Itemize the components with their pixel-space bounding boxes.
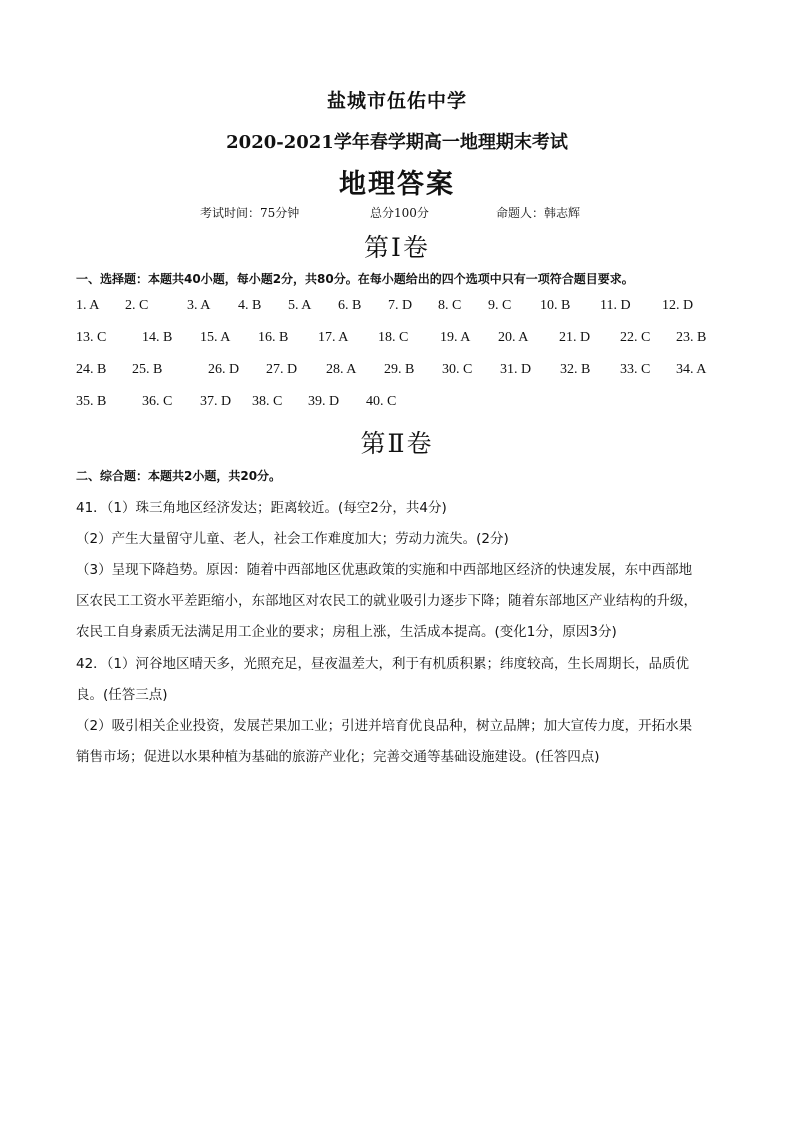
document-title: 地理答案 [339,169,455,200]
exam-author: 命题人：韩志辉 [496,206,581,220]
answer-item: 18. C [378,330,409,345]
answer-item: 10. B [540,298,571,313]
answer-item: 9. C [488,298,512,313]
answer-item: 33. C [620,362,651,377]
answer-item: 22. C [620,330,651,345]
exam-title: 2020-2021学年春学期高一地理期末考试 [226,132,568,153]
answer-41-3-line3: 农民工自身素质无法满足用工企业的要求；房租上涨，生活成本提高。(变化1分，原因3分) [76,624,617,640]
answer-42-1-line2: 良。(任答三点) [76,687,168,703]
answer-item: 29. B [384,362,415,377]
answer-item: 25. B [132,362,163,377]
answer-item: 39. D [308,394,340,409]
answer-item: 36. C [142,394,173,409]
answer-42-1-line1: 42．（1）河谷地区晴天多，光照充足，昼夜温差大，利于有机质积累；纬度较高，生长周期长，品质优 [76,656,690,672]
answer-item: 28. A [326,362,357,377]
volume-1-title: 第Ⅰ卷 [364,233,430,262]
total-score: 总分100分 [370,206,429,220]
answer-42-2-line2: 销售市场；促进以水果种植为基础的旅游产业化；完善交通等基础设施建设。(任答四点) [76,749,600,765]
section-1-instruction: 一、选择题：本题共40小题，每小题2分，共80分。在每小题给出的四个选项中只有一项符合题目要求。 [76,272,634,286]
answer-item: 38. C [252,394,283,409]
answer-item: 27. D [266,362,298,377]
answer-item: 6. B [338,298,362,313]
answer-item: 37. D [200,394,232,409]
answer-41-1: 41．（1）珠三角地区经济发达；距离较近。(每空2分，共4分) [76,500,447,516]
answer-item: 21. D [559,330,591,345]
answer-item: 3. A [187,298,211,313]
answer-item: 32. B [560,362,591,377]
answer-item: 7. D [388,298,413,313]
section-2-instruction: 二、综合题：本题共2小题，共20分。 [76,469,282,483]
answer-41-3-line1: （3）呈现下降趋势。原因：随着中西部地区优惠政策的实施和中西部地区经济的快速发展，东中西部地 [76,562,693,578]
answer-41-3-line2: 区农民工工资水平差距缩小，东部地区对农民工的就业吸引力逐步下降；随着东部地区产业结构的升级， [76,593,697,609]
answer-item: 35. B [76,394,107,409]
answer-item: 30. C [442,362,473,377]
answer-item: 31. D [500,362,532,377]
answer-41-2: （2）产生大量留守儿童、老人，社会工作难度加大；劳动力流失。(2分) [76,531,509,547]
answer-item: 12. D [662,298,694,313]
answer-item: 15. A [200,330,231,345]
answer-item: 26. D [208,362,240,377]
answer-item: 40. C [366,394,397,409]
answer-item: 23. B [676,330,707,345]
answer-item: 11. D [600,298,631,313]
answer-item: 8. C [438,298,462,313]
answer-item: 17. A [318,330,349,345]
answer-item: 4. B [238,298,262,313]
answer-item: 20. A [498,330,529,345]
answer-item: 2. C [125,298,149,313]
answer-item: 13. C [76,330,107,345]
answer-item: 24. B [76,362,107,377]
school-name: 盐城市伍佑中学 [326,90,467,112]
answer-item: 16. B [258,330,289,345]
answer-item: 34. A [676,362,707,377]
answer-42-2-line1: （2）吸引相关企业投资，发展芒果加工业；引进并培育优良品种，树立品牌；加大宣传力度，开拓水果 [76,718,693,734]
volume-2-title: 第Ⅱ卷 [360,429,434,458]
answer-item: 1. A [76,298,100,313]
answer-item: 14. B [142,330,173,345]
exam-time: 考试时间：75分钟 [200,206,300,220]
answer-item: 5. A [288,298,312,313]
answer-item: 19. A [440,330,471,345]
